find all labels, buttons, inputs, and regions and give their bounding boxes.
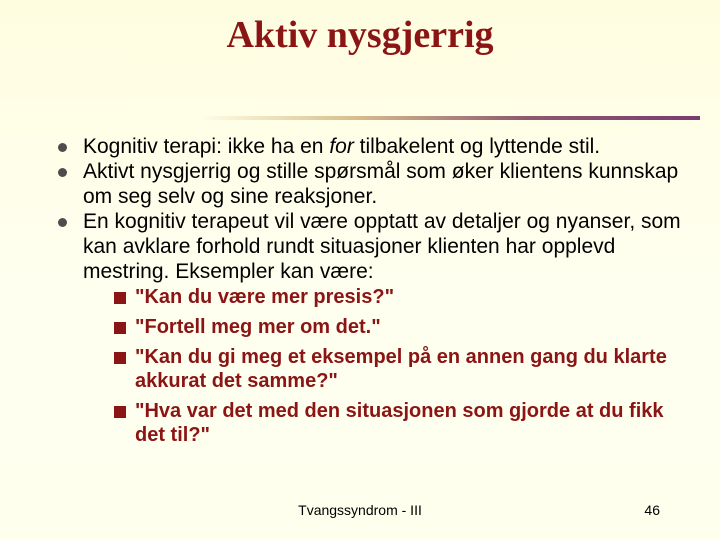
sub-bullet-item-2 <box>110 315 698 339</box>
bullet-item-1 <box>58 134 698 159</box>
square-bullet-icon <box>114 352 126 364</box>
square-bullet-icon <box>114 292 126 304</box>
sub-bullet-text: "Fortell meg mer om det." <box>135 316 381 338</box>
slide-content <box>58 134 698 447</box>
bullet-dot-icon <box>58 143 67 152</box>
sub-bullet-text: "Kan du være mer presis?" <box>135 286 395 308</box>
bullet-dot-icon <box>58 218 67 227</box>
bullet-item-2 <box>58 159 698 209</box>
bullet-text-pre: Kognitiv terapi: ikke ha en <box>83 135 330 158</box>
sub-bullet-item-1 <box>110 285 698 309</box>
page-number: 46 <box>644 502 660 518</box>
square-bullet-icon <box>114 406 126 418</box>
title-divider <box>200 116 700 120</box>
square-bullet-icon <box>114 322 126 334</box>
sub-bullet-text: "Kan du gi meg et eksempel på en annen gang du klarte akkurat det samme?" <box>135 346 667 392</box>
bullet-text: Aktivt nysgjerrig og stille spørsmål som øker klientens kunnskap om seg selv og sine reaksjoner. <box>83 160 679 208</box>
bullet-item-3 <box>58 209 698 284</box>
footer-text: Tvangssyndrom - III <box>298 502 422 518</box>
sub-bullet-item-3 <box>110 345 698 393</box>
bullet-text: En kognitiv terapeut vil være opptatt av detaljer og nyanser, som kan avklare forhold rundt situasjoner klienten har opplevd mestring. Eksempler kan være: <box>83 210 681 283</box>
bullet-text-post: tilbakelent og lyttende stil. <box>353 135 601 158</box>
bullet-text-emphasis: for <box>329 135 354 158</box>
bullet-dot-icon <box>58 168 67 177</box>
sub-bullet-list <box>58 285 698 447</box>
slide-title: Aktiv nysgjerrig <box>226 14 494 56</box>
sub-bullet-item-4 <box>110 399 698 447</box>
sub-bullet-text: "Hva var det med den situasjonen som gjorde at du fikk det til?" <box>135 400 664 446</box>
